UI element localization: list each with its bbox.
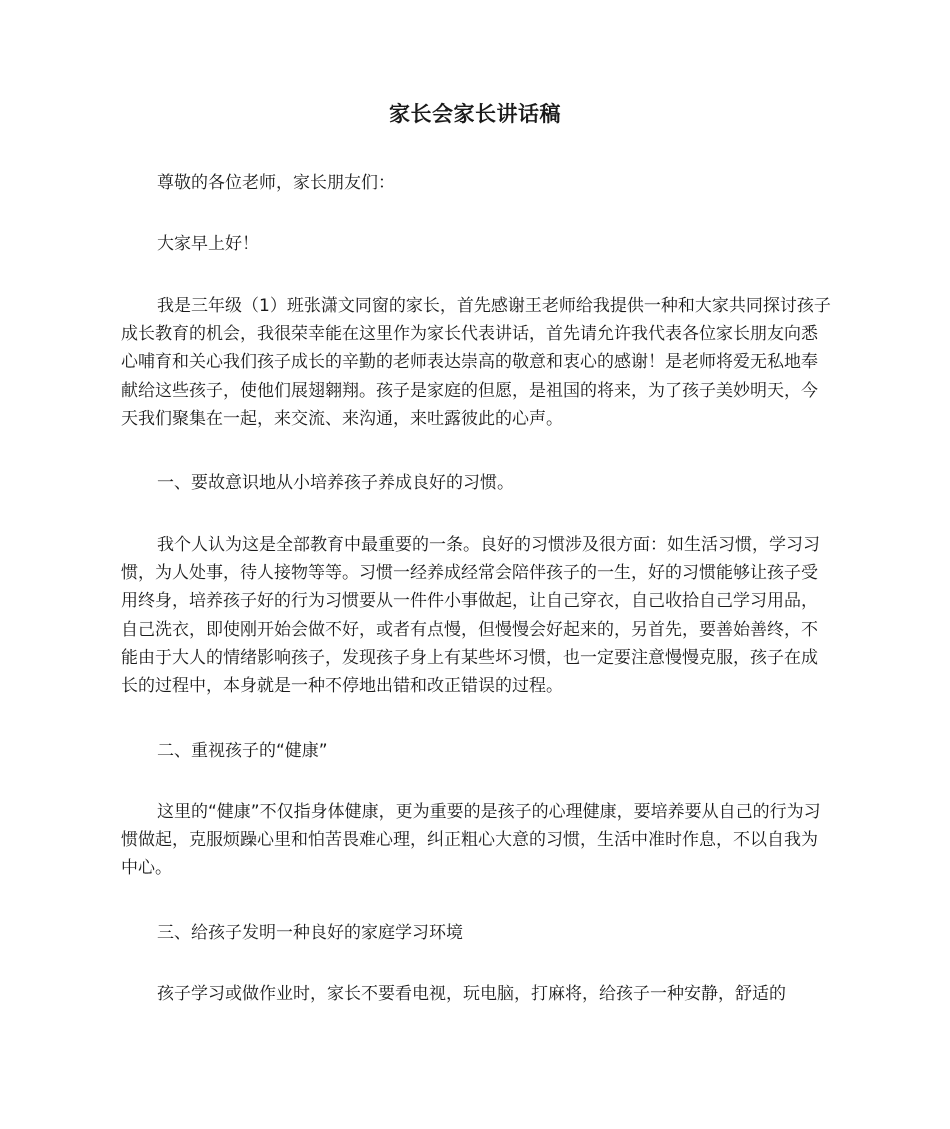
section-1-body-paragraph: 我个人认为这是全部教育中最重要的一条。良好的习惯涉及很方面：如生活习惯，学习习惯，为人处事，待人接物等等。习惯一经养成经常会陪伴孩子的一生，好的习惯能够让孩子受用终身，培养孩子好的行为习惯要从一件件小事做起，让自己穿衣，自己收拾自己学习用品，自己洗衣，即使刚开始会做不好，或者有点慢，但慢慢会好起来的，另首先，要善始善终，不能由于大人的情绪影响孩子，发现孩子身上有某些坏习惯，也一定要注意慢慢克服，孩子在成长的过程中，本身就是一种不停地出错和改正错误的过程。 (121, 535, 820, 697)
section-3-body-paragraph: 孩子学习或做作业时，家长不要看电视，玩电脑，打麻将，给孩子一种安静，舒适的 (157, 984, 786, 1004)
greeting-paragraph: 大家早上好！ (157, 234, 259, 254)
salutation-paragraph: 尊敬的各位老师，家长朋友们： (157, 173, 395, 193)
section-heading-3: 三、给孩子发明一种良好的家庭学习环境 (157, 923, 463, 943)
section-2-body-paragraph: 这里的“健康”不仅指身体健康，更为重要的是孩子的心理健康，要培养要从自己的行为习惯做起，克服烦躁心里和怕苦畏难心理，纠正粗心大意的习惯，生活中准时作息，不以自我为中心。 (121, 802, 821, 879)
document-title: 家长会家长讲话稿 (389, 102, 561, 126)
introduction-paragraph: 我是三年级（1）班张潇文同窗的家长，首先感谢王老师给我提供一种和大家共同探讨孩子成长教育的机会，我很荣幸能在这里作为家长代表讲话，首先请允许我代表各位家长朋友向悉心哺育和关心我们孩子成长的辛勤的老师表达崇高的敬意和衷心的感谢！是老师将爱无私地奉献给这些孩子，使他们展翅翱翔。孩子是家庭的但愿，是祖国的将来，为了孩子美妙明天，今天我们聚集在一起，来交流、来沟通，来吐露彼此的心声。 (121, 296, 831, 429)
section-heading-2: 二、重视孩子的“健康” (157, 741, 328, 761)
section-heading-1: 一、要故意识地从小培养孩子养成良好的习惯。 (157, 473, 514, 493)
